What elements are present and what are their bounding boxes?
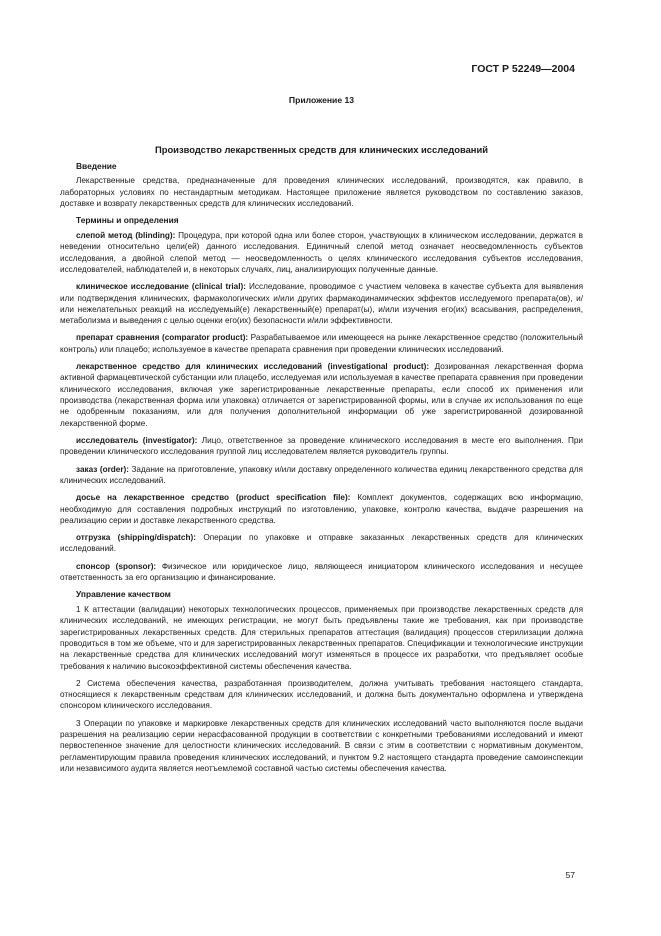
term-definition xyxy=(60,332,583,355)
document-page xyxy=(60,95,583,780)
term-name: клиническое исследование (clinical trial): xyxy=(76,282,246,292)
term-text: Разрабатываемое или имеющееся на рынке лекарственное средство (положительный контроль) или плацебо; используемое в качестве препарата сравнения при проведении клинических исследований. xyxy=(60,333,584,354)
quality-heading: Управление качеством xyxy=(76,589,171,600)
page-number: 57 xyxy=(565,870,575,880)
term-text: Лицо, ответственное за проведение клинического исследования в месте его выполнения. При проведении клинического исследования группой лиц исследователем является руководитель группы. xyxy=(60,435,583,457)
quality-list xyxy=(60,604,583,774)
quality-paragraph: 2 Система обеспечения качества, разработанная производителем, должна учитывать требования настоящего стандарта, относящиеся к лекарственным средствам для клинических исследований, и должна быть документально оформлена и утверждена спонсором клинического исследования. xyxy=(60,678,583,711)
term-name: досье на лекарственное средство (product specification file): xyxy=(76,493,351,503)
terms-list xyxy=(60,230,583,583)
intro-paragraph: Лекарственные средства, предназначенные для проведения клинических исследований, производятся, как правило, в лабораторных условиях по нестандартным методикам. Настоящее приложение является руководством по составлению заказов, доставке и возврату лекарственных средств для клинических исследований. xyxy=(60,176,583,209)
term-name: заказ (order): xyxy=(76,464,129,474)
term-name: препарат сравнения (comparator product): xyxy=(76,333,249,343)
terms-heading: Термины и определения xyxy=(76,215,179,226)
intro-heading: Введение xyxy=(76,160,117,171)
term-text: Дозированная лекарственная форма активной фармацевтической субстанции или плацебо, исследуемая или используемая в качестве препарата сравнения при проведении клинического исследования, включая уже зарегистрированные лекарственные препараты, если способ их применения или производства (лекарственная форма или упаковка) отличается от зарегистрированной формы, или в случае их использования по еще не одобренным показаниям, или для получения дополнительной информации об уже зарегистрированной дозированной лекарственной форме. xyxy=(60,362,583,428)
standard-header: ГОСТ Р 52249—2004 xyxy=(471,63,575,75)
main-title: Производство лекарственных средств для клинических исследований xyxy=(154,143,488,155)
term-text: Физическое или юридическое лицо, являющееся инициатором клинического исследования и несущее ответственность за его организацию и финансирование. xyxy=(60,561,583,583)
term-text: Задание на приготовление, упаковку и/или доставку определенного количества единиц лекарственного средства для клинических исследований. xyxy=(60,464,583,485)
term-text: Исследование, проводимое с участием человека в качестве субъекта для выявления или подтверждения клинических, фармакологических и/или других фармакодинамических эффектов исследуемого препарата(ов), и/или нежелательных реакций на исследуемый(е) лекарственный(е) препарат(ы), и/или изучения его(их) всасывания, распределения, метаболизма и выведения с целью оценки его(их) безопасности и/или эффективности. xyxy=(60,282,583,326)
term-definition xyxy=(60,532,583,555)
term-text: Процедура, при которой одна или более сторон, участвующих в клиническом исследовании, держатся в неведении относительно цели(ей) данного исследования. Единичный слепой метод означает неосведомленность субъектов исследования, а двойной слепой метод — неосведомленность о целях клинического исследования субъектов исследования, исследователей, наблюдателей и, в некоторых случаях, лиц, анализирующих полученные данные. xyxy=(60,230,583,274)
term-definition xyxy=(60,361,583,429)
term-definition xyxy=(60,492,583,526)
term-definition xyxy=(60,561,583,584)
term-definition xyxy=(60,281,583,326)
term-name: отгрузка (shipping/dispatch): xyxy=(76,533,196,543)
quality-paragraph: 3 Операции по упаковке и маркировке лекарственных средств для клинических исследований часто выполняются после выдачи разрешения на реализацию серии нерасфасованной продукции в соответствии с конкретными требованиями исследований и имеют первостепенное значение для целостности клинических исследований. В связи с этим в соответствии с нормативным документом, регламентирующим правила проведения клинических исследований, и пунктом 9.2 настоящего стандарта проведение самоинспекции или независимого аудита является неотъемлемой составной частью системы обеспечения качества. xyxy=(60,718,583,774)
term-definition xyxy=(60,230,583,275)
term-name: слепой метод (blinding): xyxy=(76,230,176,240)
term-name: спонсор (sponsor): xyxy=(76,561,157,571)
term-definition xyxy=(60,464,583,487)
term-text: Операции по упаковке и отправке заказанных лекарственных средств для клинических исследований. xyxy=(60,533,584,554)
term-name: исследователь (investigator): xyxy=(76,435,198,445)
term-definition xyxy=(60,435,583,458)
appendix-title: Приложение 13 xyxy=(288,95,355,105)
term-text: Комплект документов, содержащих всю информацию, необходимую для составления подробных инструкций по изготовлению, упаковке, контролю качества, выдаче разрешения на реализацию серии и доставке лекарственного средства. xyxy=(60,493,583,525)
term-name: лекарственное средство для клинических исследований (investigational product): xyxy=(76,362,430,372)
quality-paragraph: 1 К аттестации (валидации) некоторых технологических процессов, применяемых при производстве лекарственных средств для клинических исследований, не имеющих регистрации, не могут быть предъявлены такие же требования, как при производстве зарегистрированных лекарственных средств. Для стерильных препаратов аттестация (валидация) процессов стерилизации должна проводиться в том же объеме, что и для зарегистрированных лекарственных препаратов. Спецификации и технологические инструкции на лекарственные средства для клинических исследований могут изменяться в процессе их разработки, что предъявляет особые требования к наличию высокоэффективной системы обеспечения качества. xyxy=(60,604,583,671)
